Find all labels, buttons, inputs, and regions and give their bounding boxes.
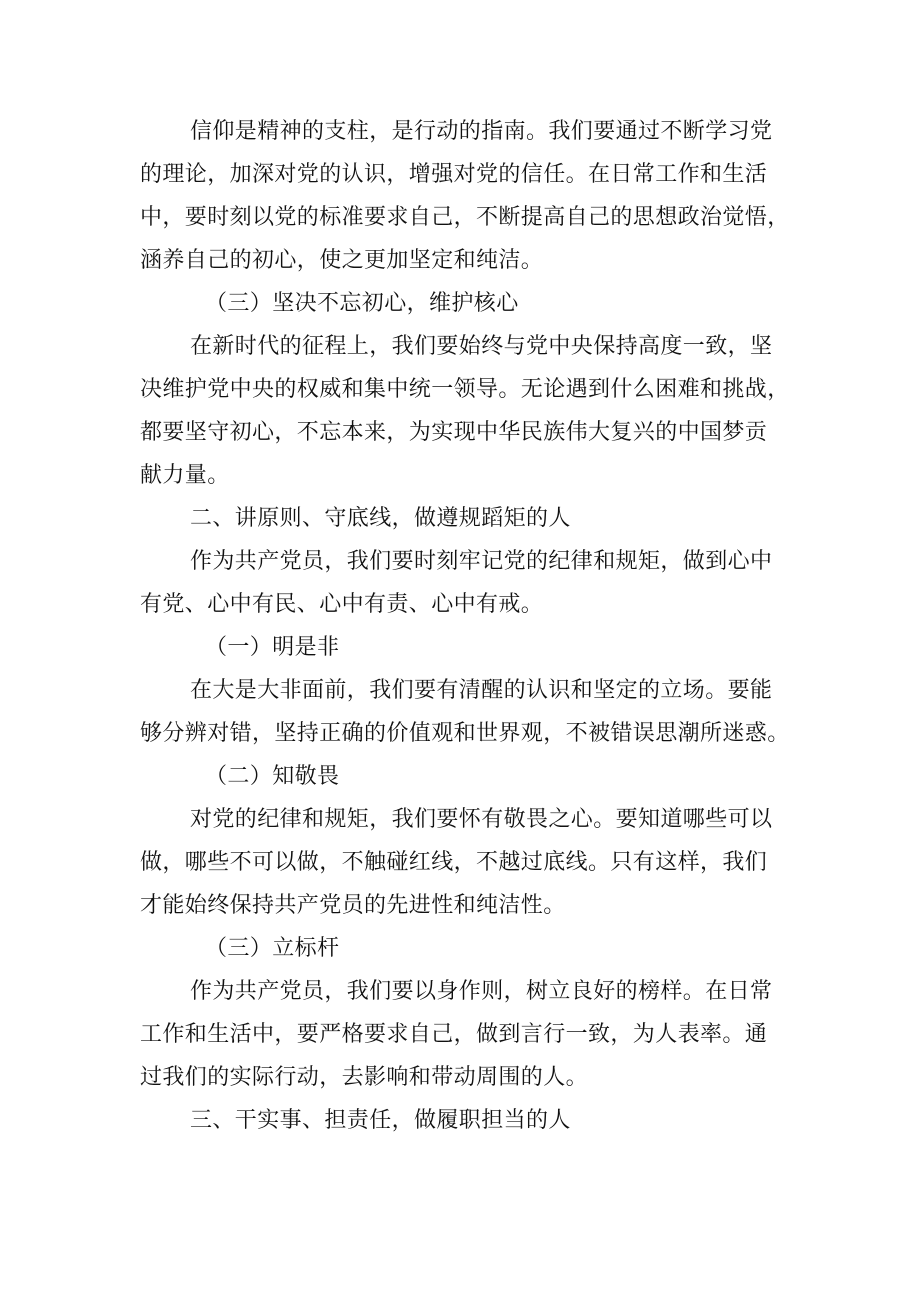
paragraph-line: 都要坚守初心，不忘本来，为实现中华民族伟大复兴的中国梦贡 (140, 420, 768, 445)
paragraph-line: 有党、心中有民、心中有责、心中有戒。 (140, 592, 544, 617)
section-heading: （一）明是非 (205, 635, 340, 660)
chapter-heading: 二、讲原则、守底线，做遵规蹈矩的人 (190, 506, 571, 531)
paragraph-line: 在大是大非面前，我们要有清醒的认识和坚定的立场。要能 (190, 678, 773, 703)
paragraph-line: 在新时代的征程上，我们要始终与党中央保持高度一致，坚 (190, 334, 773, 359)
paragraph-line: 够分辨对错，坚持正确的价值观和世界观，不被错误思潮所迷惑。 (140, 721, 790, 746)
paragraph-line: 的理论，加深对党的认识，增强对党的信任。在日常工作和生活 (140, 162, 768, 187)
paragraph-line: 作为共产党员，我们要时刻牢记党的纪律和规矩，做到心中 (190, 549, 773, 574)
paragraph-line: 献力量。 (140, 463, 230, 488)
paragraph-line: 才能始终保持共产党员的先进性和纯洁性。 (140, 893, 566, 918)
paragraph-line: 决维护党中央的权威和集中统一领导。无论遇到什么困难和挑战， (140, 377, 790, 402)
section-heading: （三）坚决不忘初心，维护核心 (205, 291, 519, 316)
paragraph-line: 做，哪些不可以做，不触碰红线，不越过底线。只有这样，我们 (140, 850, 768, 875)
paragraph-line: 工作和生活中，要严格要求自己，做到言行一致，为人表率。通 (140, 1022, 768, 1047)
paragraph-line: 信仰是精神的支柱，是行动的指南。我们要通过不断学习党 (190, 119, 773, 144)
paragraph-line: 作为共产党员，我们要以身作则，树立良好的榜样。在日常 (190, 979, 773, 1004)
section-heading: （三）立标杆 (205, 936, 340, 961)
chapter-heading: 三、干实事、担责任，做履职担当的人 (190, 1108, 571, 1133)
paragraph-line: 对党的纪律和规矩，我们要怀有敬畏之心。要知道哪些可以 (190, 807, 773, 832)
paragraph-line: 中，要时刻以党的标准要求自己，不断提高自己的思想政治觉悟， (140, 205, 790, 230)
section-heading: （二）知敬畏 (205, 764, 340, 789)
paragraph-line: 过我们的实际行动，去影响和带动周围的人。 (140, 1065, 589, 1090)
paragraph-line: 涵养自己的初心，使之更加坚定和纯洁。 (140, 248, 544, 273)
